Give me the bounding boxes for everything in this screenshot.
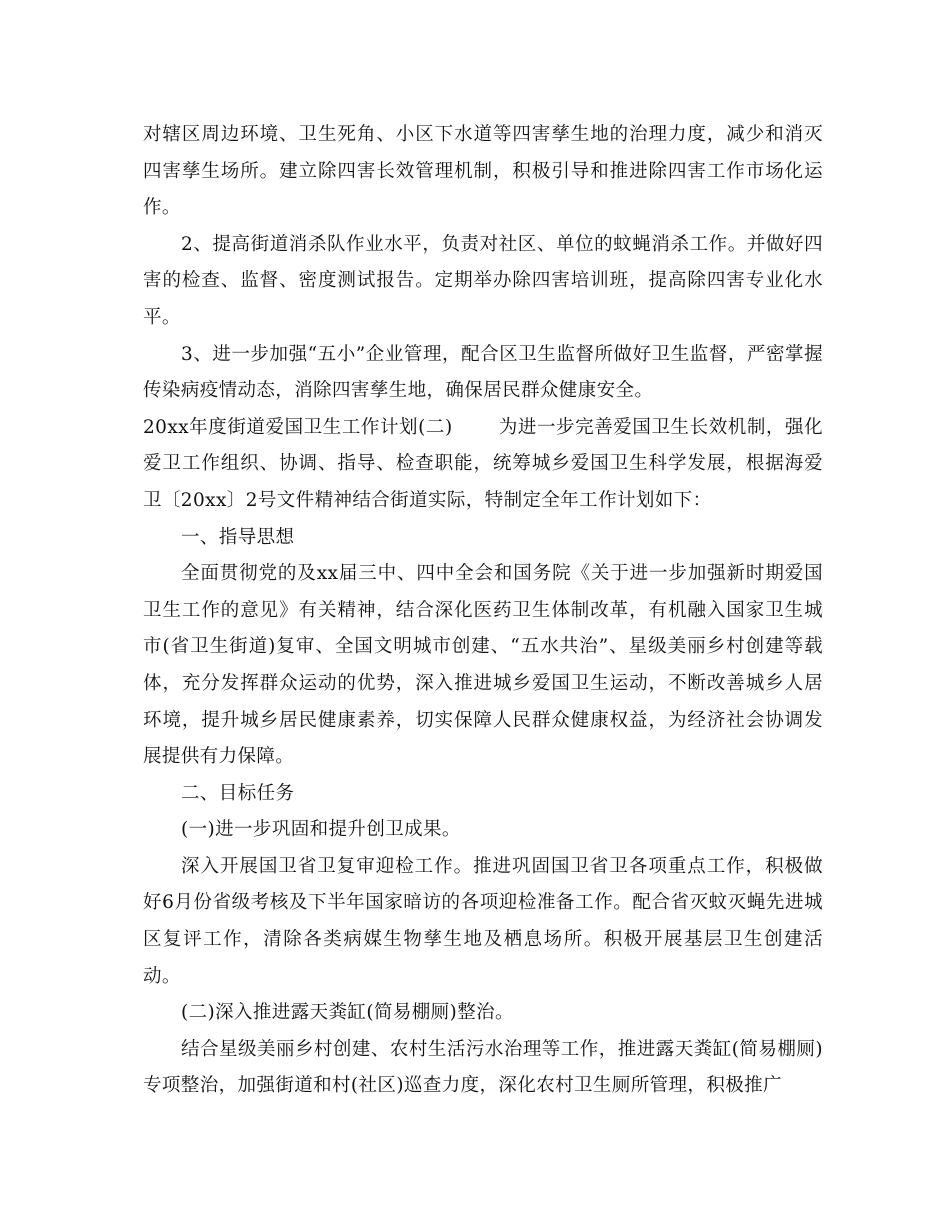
section-heading-guiding-thought: 一、指导思想 — [181, 526, 295, 548]
paragraph-toilet-rectification: 结合星级美丽乡村创建、农村生活污水治理等工作，推进露天粪缸(简易棚厕)专项整治，加强街道和村(社区)巡查力度，深化农村卫生厕所管理，积极推广 — [143, 1038, 823, 1097]
plan-title: 20xx年度街道爱国卫生工作计划(二) — [143, 416, 453, 438]
plan-paragraph — [143, 410, 823, 520]
section-heading-goals: 二、目标任务 — [181, 782, 295, 804]
subheading-toilet-rectification: (二)深入推进露天粪缸(简易棚厕)整治。 — [181, 1002, 514, 1024]
document-body — [143, 117, 823, 1105]
paragraph-consolidate: 深入开展国卫省卫复审迎检工作。推进巩固国卫省卫各项重点工作，积极做好6月份省级考核及下半年国家暗访的各项迎检准备工作。配合省灭蚊灭蝇先进城区复评工作，清除各类病媒生物孳生地及栖息场所。积极开展基层卫生创建活动。 — [143, 855, 823, 987]
subheading-consolidate: (一)进一步巩固和提升创卫成果。 — [181, 819, 461, 841]
paragraph-continuation: 对辖区周边环境、卫生死角、小区下水道等四害孳生地的治理力度，减少和消灭四害孳生场所。建立除四害长效管理机制，积极引导和推进除四害工作市场化运作。 — [143, 124, 823, 219]
paragraph-guiding-thought: 全面贯彻党的及xx届三中、四中全会和国务院《关于进一步加强新时期爱国卫生工作的意见》有关精神，结合深化医药卫生体制改革，有机融入国家卫生城市(省卫生街道)复审、全国文明城市创建、“五水共治”、星级美丽乡村创建等载体，充分发挥群众运动的优势，深入推进城乡爱国卫生运动，不断改善城乡人居环境，提升城乡居民健康素养，切实保障人民群众健康权益，为经济社会协调发展提供有力保障。 — [143, 563, 823, 768]
plan-intro: 为进一步完善爱国卫生长效机制，强化爱卫工作组织、协调、指导、检查职能，统筹城乡爱国卫生科学发展，根据海爱卫〔20xx〕2号文件精神结合街道实际，特制定全年工作计划如下： — [143, 416, 823, 511]
paragraph-item-2: 2、提高街道消杀队作业水平，负责对社区、单位的蚊蝇消杀工作。并做好四害的检查、监督、密度测试报告。定期举办除四害培训班，提高除四害专业化水平。 — [143, 233, 823, 328]
paragraph-item-3: 3、进一步加强“五小”企业管理，配合区卫生监督所做好卫生监督，严密掌握传染病疫情动态，消除四害孳生地，确保居民群众健康安全。 — [143, 343, 823, 402]
